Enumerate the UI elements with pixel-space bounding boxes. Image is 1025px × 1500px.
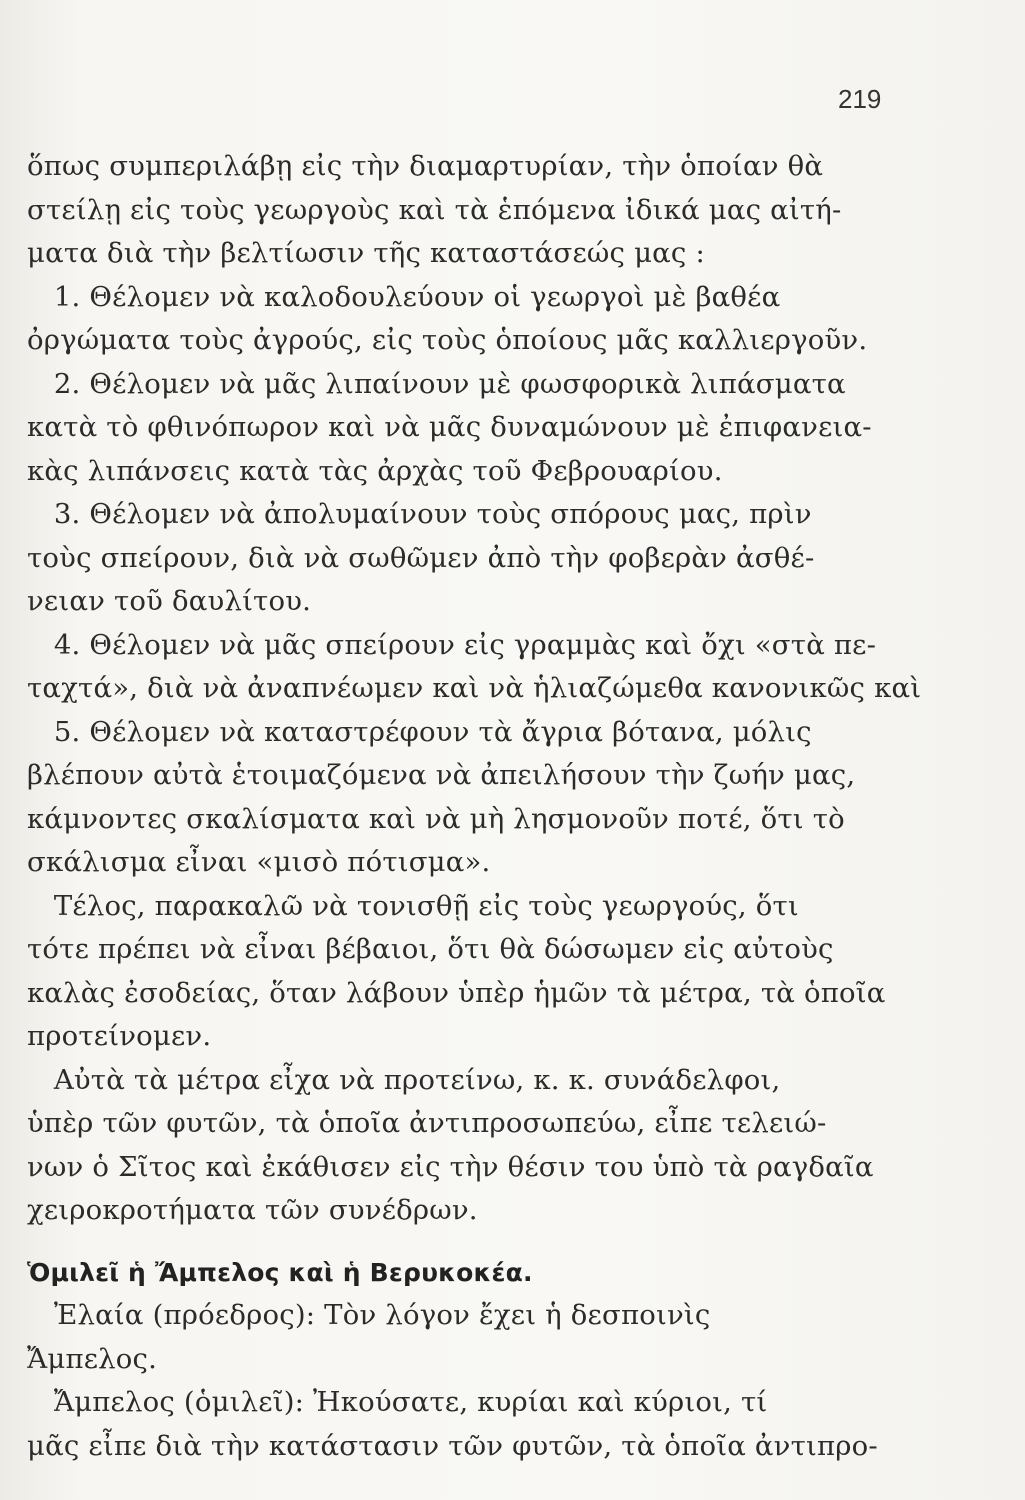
section-heading: Ὁμιλεῖ ἡ Ἄμπελος καὶ ἡ Βερυκοκέα. xyxy=(27,1257,533,1287)
text-line: ὑπὲρ τῶν φυτῶν, τὰ ὁποῖα ἀντιπροσωπεύω, εἶπε τελειώ- xyxy=(27,1107,827,1139)
text-line: βλέπουν αὐτὰ ἑτοιμαζόμενα νὰ ἀπειλήσουν τὴν ζωήν μας, xyxy=(27,759,856,791)
text-line: ὀργώματα τοὺς ἀγρούς, εἰς τοὺς ὁποίους μᾶς καλλιεργοῦν. xyxy=(27,324,868,356)
text-line: 3. Θέλομεν νὰ ἀπολυμαίνουν τοὺς σπόρους μας, πρὶν xyxy=(27,498,812,530)
text-line: προτείνομεν. xyxy=(27,1020,212,1052)
text-line: τότε πρέπει νὰ εἶναι βέβαιοι, ὅτι θὰ δώσωμεν εἰς αὐτοὺς xyxy=(27,933,834,965)
text-line: Ἄμπελος (ὁμιλεῖ): Ἠκούσατε, κυρίαι καὶ κύριοι, τί xyxy=(27,1386,768,1418)
text-line: 1. Θέλομεν νὰ καλοδουλεύουν οἱ γεωργοὶ μὲ βαθέα xyxy=(27,280,781,313)
body-text xyxy=(27,145,922,1468)
text-line: Τέλος, παρακαλῶ νὰ τονισθῇ εἰς τοὺς γεωργούς, ὅτι xyxy=(27,889,799,922)
text-line: κὰς λιπάνσεις κατὰ τὰς ἀρχὰς τοῦ Φεβρουαρίου. xyxy=(27,454,723,487)
text-line: νων ὁ Σῖτος καὶ ἐκάθισεν εἰς τὴν θέσιν του ὑπὸ τὰ ραγδαῖα xyxy=(27,1150,874,1183)
page-number: 219 xyxy=(838,84,882,114)
text-line: μᾶς εἶπε διὰ τὴν κατάστασιν τῶν φυτῶν, τὰ ὁποῖα ἀντιπρο- xyxy=(27,1429,878,1462)
text-line: ταχτά», διὰ νὰ ἀναπνέωμεν καὶ νὰ ἡλιαζώμεθα κανονικῶς καὶ xyxy=(27,672,922,704)
text-line: 4. Θέλομεν νὰ μᾶς σπείρουν εἰς γραμμὰς καὶ ὄχι «στὰ πε- xyxy=(27,628,877,661)
text-line: σκάλισμα εἶναι «μισὸ πότισμα». xyxy=(27,846,491,878)
text-line: τοὺς σπείρουν, διὰ νὰ σωθῶμεν ἀπὸ τὴν φοβερὰν ἀσθέ- xyxy=(27,541,815,574)
text-line: Ἄμπελος. xyxy=(27,1342,158,1375)
text-line: Ἐλαία (πρόεδρος): Τὸν λόγον ἔχει ἡ δεσποινὶς xyxy=(27,1299,711,1331)
text-line: νειαν τοῦ δαυλίτου. xyxy=(27,585,312,617)
text-line: Αὐτὰ τὰ μέτρα εἶχα νὰ προτείνω, κ. κ. συνάδελφοι, xyxy=(27,1063,781,1096)
text-line: ματα διὰ τὴν βελτίωσιν τῆς καταστάσεώς μας : xyxy=(27,237,705,269)
text-line: 2. Θέλομεν νὰ μᾶς λιπαίνουν μὲ φωσφορικὰ λιπάσματα xyxy=(27,367,846,400)
text-line: καλὰς ἐσοδείας, ὅταν λάβουν ὑπὲρ ἡμῶν τὰ μέτρα, τὰ ὁποῖα xyxy=(27,976,886,1009)
text-line: κατὰ τὸ φθινόπωρον καὶ νὰ μᾶς δυναμώνουν μὲ ἐπιφανεια- xyxy=(27,411,872,443)
text-line: κάμνοντες σκαλίσματα καὶ νὰ μὴ λησμονοῦν ποτέ, ὅτι τὸ xyxy=(27,802,845,835)
text-line: χειροκροτήματα τῶν συνέδρων. xyxy=(27,1194,478,1226)
text-line: ὅπως συμπεριλάβῃ εἰς τὴν διαμαρτυρίαν, τὴν ὁποίαν θὰ xyxy=(27,150,824,182)
text-line: στείλῃ εἰς τοὺς γεωργοὺς καὶ τὰ ἑπόμενα ἰδικά μας αἰτή- xyxy=(27,193,842,226)
text-line: 5. Θέλομεν νὰ καταστρέφουν τὰ ἄγρια βότανα, μόλις xyxy=(27,715,812,748)
